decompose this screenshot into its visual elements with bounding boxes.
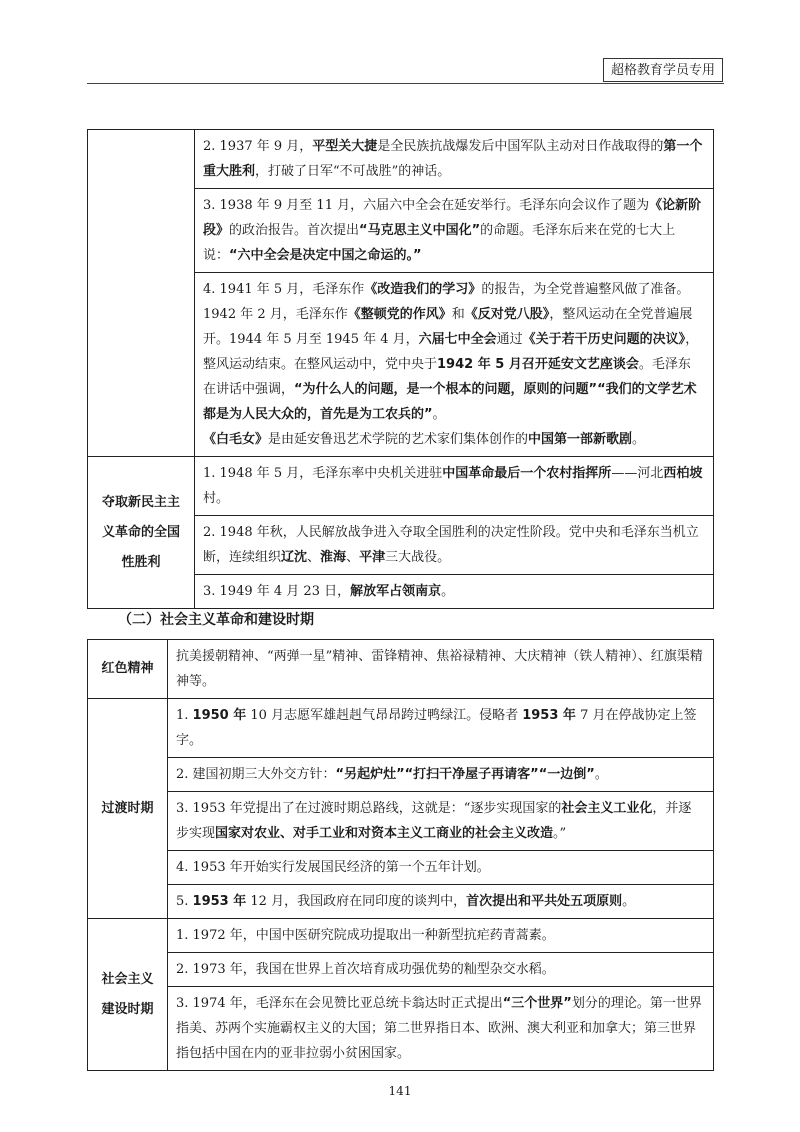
body-text: 1. 1948 年 5 月，毛泽东率中央机关进驻: [203, 466, 443, 481]
table-row: [88, 640, 714, 699]
emphasis-text: 中国革命最后一个农村指挥所: [442, 466, 612, 481]
body-text: 5.: [176, 894, 193, 909]
body-text: 划分的理论。第一世界指美、苏两个实施霸权主义的大国；第二世界指日本、欧洲、澳大利亚和加拿大；第三世界指包括中国在内的亚非拉弱小贫困国家。: [176, 996, 702, 1061]
emphasis-text: 首次提出和平共处五项原则: [466, 894, 623, 909]
emphasis-text: 平津: [359, 550, 386, 565]
body-text: 、: [346, 550, 360, 565]
emphasis-text: 解放军占领南京: [350, 584, 442, 599]
body-text: 2. 1973 年，我国在世界上首次培育成功强优势的籼型杂交水稻。: [176, 962, 555, 977]
category-cell: 社会主义建设时期: [88, 919, 168, 1071]
empty-category-cell: [88, 130, 195, 457]
body-text: 2. 1948 年秋，人民解放战争进入夺取全国胜利的决定性阶段。党中央和毛泽东当机立断，连续组织: [203, 525, 699, 565]
emphasis-text: 西柏坡: [663, 466, 703, 481]
row-cell: [168, 758, 714, 792]
body-text: 3. 1949 年 4 月 23 日，: [203, 584, 351, 599]
body-text: 10 月志愿军雄赳赳气昂昂跨过鸭绿江。侵略者: [246, 708, 523, 723]
body-text: 。: [432, 407, 446, 422]
body-text: 三大战役。: [385, 550, 451, 565]
body-text: 。毛泽东在讲话中强调，: [203, 357, 691, 397]
body-text: ，整风运动结束。在整风运动中，党中央于: [203, 332, 699, 372]
emphasis-text: 《白毛女》: [203, 432, 269, 447]
body-text: 是全民族抗战爆发后中国军队主动对日作战取得的: [377, 139, 664, 154]
body-text: 。: [622, 894, 636, 909]
emphasis-text: 《论新阶段》: [203, 198, 702, 238]
body-text: 。: [594, 767, 608, 782]
body-text: 的命题。毛泽东后来在党的七大上说：: [203, 223, 676, 263]
row-cell: [195, 457, 714, 516]
body-text: 的政治报告。首次提出: [229, 223, 360, 238]
body-text: 。: [441, 584, 455, 599]
body-text: 2. 1937 年 9 月，: [203, 139, 313, 154]
table-row: [88, 457, 714, 516]
body-text: 4. 1953 年开始实行发展国民经济的第一个五年计划。: [176, 860, 490, 875]
category-cell: 红色精神: [88, 640, 168, 699]
body-text: ，并逐步实现: [176, 801, 692, 841]
row-cell: [168, 885, 714, 919]
header-rule: [87, 83, 724, 84]
table-row: [88, 851, 714, 885]
emphasis-text: 《整顿党的作风》: [347, 307, 452, 322]
body-text: 3. 1953 年党提出了在过渡时期总路线，这就是：“逐步实现国家的: [176, 801, 562, 816]
emphasis-text: 社会主义工业化: [561, 801, 653, 816]
emphasis-text: 1942 年 5 月召开延安文艺座谈会: [437, 357, 639, 372]
row-cell: [195, 273, 714, 457]
table-row: [88, 885, 714, 919]
row-cell: [168, 987, 714, 1071]
emphasis-text: 《关于若干历史问题的决议》: [522, 332, 686, 347]
emphasis-text: 1950 年: [192, 708, 247, 723]
emphasis-text: “六中全会是决定中国之命运的。”: [229, 248, 422, 263]
row-cell: [195, 189, 714, 273]
body-text: ——河北: [611, 466, 664, 481]
emphasis-text: “另起炉灶”“打扫干净屋子再请客”“一边倒”: [335, 767, 595, 782]
body-text: 12 月，我国政府在同印度的谈判中，: [246, 894, 467, 909]
table-row: [88, 699, 714, 758]
category-cell: 夺取新民主主义革命的全国性胜利: [88, 457, 195, 609]
body-text: 抗美援朝精神、“两弹一星”精神、雷锋精神、焦裕禄精神、大庆精神（铁人精神）、红旗渠精神等。: [176, 649, 703, 689]
row-cell: [168, 699, 714, 758]
body-text: 4. 1941 年 5 月，毛泽东作: [203, 282, 365, 297]
body-text: ，打破了日军“不可战胜”的神话。: [255, 164, 451, 179]
emphasis-text: 淮海: [320, 550, 347, 565]
body-text: 通过: [496, 332, 523, 347]
category-cell: 过渡时期: [88, 699, 168, 919]
body-text: ，整风运动在全党普遍展开。1944 年 5 月至 1945 年 4 月，: [203, 307, 693, 347]
emphasis-text: 《改造我们的学习》: [364, 282, 482, 297]
history-table-2: [87, 639, 714, 1071]
emphasis-text: 1953 年: [192, 894, 247, 909]
table-row: [88, 953, 714, 987]
table-row: [88, 792, 714, 851]
table-row: [88, 758, 714, 792]
body-text: 1. 1972 年，中国中医研究院成功提取出一种新型抗疟药青蒿素。: [176, 928, 555, 943]
emphasis-text: 1953 年: [522, 708, 576, 723]
row-cell: [168, 792, 714, 851]
emphasis-text: “为什么人的问题，是一个根本的问题，原则的问题”“我们的文学艺术都是为人民大众的，首先是为工农兵的”: [203, 382, 697, 422]
emphasis-text: 平型关大捷: [312, 139, 378, 154]
body-text: 、: [307, 550, 321, 565]
table-row: [88, 987, 714, 1071]
row-cell: [168, 953, 714, 987]
body-text: 3. 1938 年 9 月至 11 月，六届六中全会在延安举行。毛泽东向会议作了题为: [203, 198, 650, 213]
emphasis-text: “三个世界”: [502, 996, 572, 1011]
body-text: 1.: [176, 708, 193, 723]
table-row: [88, 130, 714, 189]
body-text: 。”: [553, 826, 567, 841]
emphasis-text: “马克思主义中国化”: [359, 223, 481, 238]
row-cell: [168, 851, 714, 885]
emphasis-text: 中国第一部新歌剧: [528, 432, 633, 447]
emphasis-text: 六届七中全会: [418, 332, 497, 347]
emphasis-text: 第一个重大胜利: [203, 139, 703, 179]
history-table-1: [87, 129, 714, 609]
emphasis-text: 辽沈: [281, 550, 308, 565]
row-cell: [195, 575, 714, 609]
body-text: 。: [632, 432, 646, 447]
row-cell: [168, 640, 714, 699]
body-text: 是由延安鲁迅艺术学院的艺术家们集体创作的: [268, 432, 529, 447]
table-row: [88, 919, 714, 953]
emphasis-text: 国家对农业、对手工业和对资本主义工商业的社会主义改造: [215, 826, 554, 841]
page-number: 141: [388, 1084, 412, 1098]
row-cell: [195, 130, 714, 189]
emphasis-text: 《反对党八股》: [464, 307, 550, 322]
row-cell: [168, 919, 714, 953]
header-badge: 超格教育学员专用: [603, 58, 723, 82]
body-text: 7 月在停战协定上签字。: [176, 708, 697, 748]
row-cell: [195, 516, 714, 575]
body-text: 和: [451, 307, 465, 322]
body-text: 村。: [203, 491, 230, 506]
body-text: 3. 1974 年，毛泽东在会见赞比亚总统卡翁达时正式提出: [176, 996, 503, 1011]
body-text: 的报告，为全党普遍整风做了准备。1942 年 2 月，毛泽东作: [203, 282, 690, 322]
section-title: （二）社会主义革命和建设时期: [118, 612, 314, 628]
body-text: 2. 建国初期三大外交方针：: [176, 767, 336, 782]
